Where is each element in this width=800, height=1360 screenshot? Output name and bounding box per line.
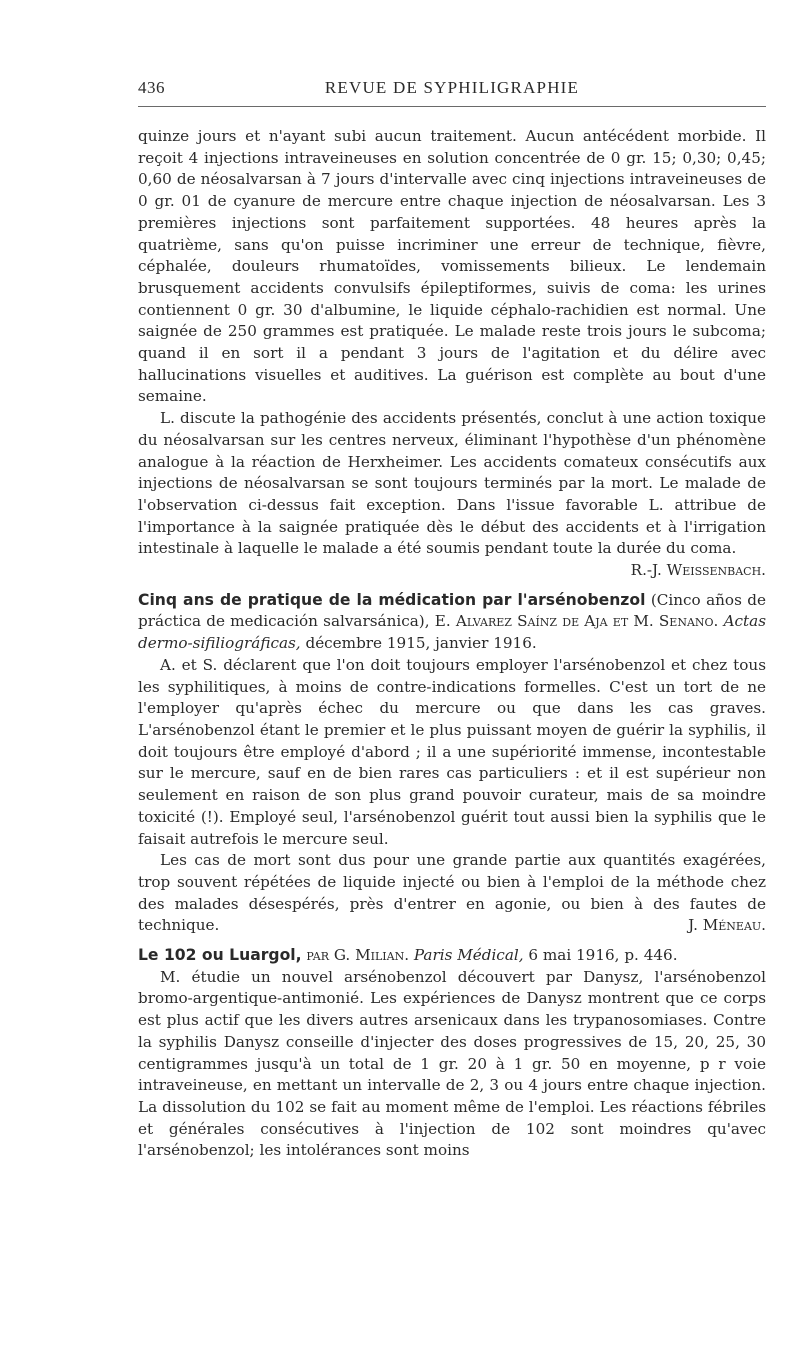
- header-rule: [138, 106, 766, 107]
- page-number: 436: [138, 78, 165, 97]
- running-title: REVUE DE SYPHILIGRAPHIE: [324, 78, 580, 97]
- article-heading-luargol: [138, 945, 766, 967]
- paragraph-case-report: quinze jours et n'ayant subi aucun traitement. Aucun antécédent morbide. Il reçoit 4 injections intraveineuses en solution concentrée de 0 gr. 15; 0,30; 0,45; 0,60 de néosalvarsan à 7 jours d'intervalle avec cinq injections intraveineuses de 0 gr. 01 de cyanure de mercure entre chaque injection de néosalvarsan. Les 3 premières injections sont parfaitement supportées. 48 heures après la quatrième, sans qu'on puisse incriminer une erreur de technique, fièvre, céphalée, douleurs rhumatoïdes, vomissements bilieux. Le lendemain brusquement accidents convulsifs épileptiformes, suivis de coma: les urines contiennent 0 gr. 30 d'albumine, le liquide céphalo-rachidien est normal. Une saignée de 250 grammes est pratiquée. Le malade reste trois jours le subcoma; quand il en sort il a pendant 3 jours de l'agitation et du délire avec hallucinations visuelles et auditives. La guérison est complète au bout d'une semaine.: [138, 127, 766, 406]
- article-byline: par G. Milian.: [301, 946, 410, 965]
- article-journal: Actas dermo-sifiliográficas,: [138, 612, 767, 653]
- article-heading-arsenobenzol: [138, 590, 766, 655]
- signature-weissenbach: R.-J. Weissenbach.: [630, 561, 766, 580]
- paragraph-arsenobenzol-2-text: Les cas de mort sont dus pour une grande partie aux quantités exagérées, trop souvent répétées de liquide injecté ou bien à l'emploi de la méthode chez des malades désespérés, près d'entrer en agonie, ou bien à des fautes de technique.: [138, 851, 766, 935]
- body-text: [138, 126, 766, 1162]
- article-subtitle: (Cinco años de práctica de medicación salvarsánica),: [138, 590, 766, 631]
- paragraph-arsenobenzol-1: A. et S. déclarent que l'on doit toujours employer l'arsénobenzol et chez tous les syphilitiques, à moins de contre-indications formelles. C'est un tort de ne l'employer qu'après échec du mercure ou que dans les cas graves. L'arsénobenzol étant le premier et le plus puissant moyen de guérir la syphilis, il doit toujours être employé d'abord ; il a une supériorité immense, incontestable sur le mercure, sauf en de bien rares cas particuliers : et il est supérieur non seulement en raison de son plus grand pouvoir curateur, mais de sa moindre toxicité (!). Employé seul, l'arsénobenzol guérit tout aussi bien la syphilis que le faisait autrefois le mercure seul.: [138, 655, 766, 848]
- page-header: [138, 78, 766, 108]
- article-title: Cinq ans de pratique de la médication par l'arsénobenzol: [138, 590, 646, 609]
- paragraph-luargol-1: M. étudie un nouvel arsénobenzol découvert par Danysz, l'arsénobenzol bromo-argentique-antimonié. Les expériences de Danysz montrent que ce corps est plus actif que les divers autres arsenicaux dans les trypanosomiases. Contre la syphilis Danysz conseille d'injecter des doses progressives de 15, 20, 25, 30 centigrammes jusqu'à un total de 1 gr. 20 à 1 gr. 50 en moyenne, p r voie intraveineuse, en mettant un intervalle de 2, 3 ou 4 jours entre chaque injection. La dissolution du 102 se fait au moment même de l'emploi. Les réactions fébriles et générales consécutives à l'injection de 102 sont moindres qu'avec l'arsénobenzol; les intolérances sont moins: [138, 967, 766, 1160]
- paragraph-discussion-text: L. discute la pathogénie des accidents présentés, conclut à une action toxique du néosalvarsan sur les centres nerveux, éliminant l'hypothèse d'un phénomène analogue à la réaction de Herxheimer. Les accidents comateux consécutifs aux injections de néosalvarsan se sont toujours terminés par la mort. Le malade de l'observation ci-dessus fait exception. Dans l'issue favorable L. attribue de l'importance à la saignée pratiquée dès le début des accidents et à l'irrigation intestinale à laquelle le malade a été soumis pendant toute la durée du coma.: [138, 409, 766, 558]
- signature-meneau: J. Méneau.: [688, 916, 766, 935]
- article-date: 6 mai 1916, p. 446.: [523, 946, 678, 965]
- article-title: Le 102 ou Luargol,: [138, 946, 302, 965]
- paragraph-arsenobenzol-2: [138, 850, 766, 937]
- paragraph-discussion: [138, 408, 766, 580]
- article-authors: E. Alvarez Saínz de Aja et M. Senano.: [434, 612, 719, 631]
- article-journal: Paris Médical,: [409, 946, 524, 965]
- journal-page: [138, 78, 766, 108]
- article-date: décembre 1915, janvier 1916.: [300, 634, 537, 653]
